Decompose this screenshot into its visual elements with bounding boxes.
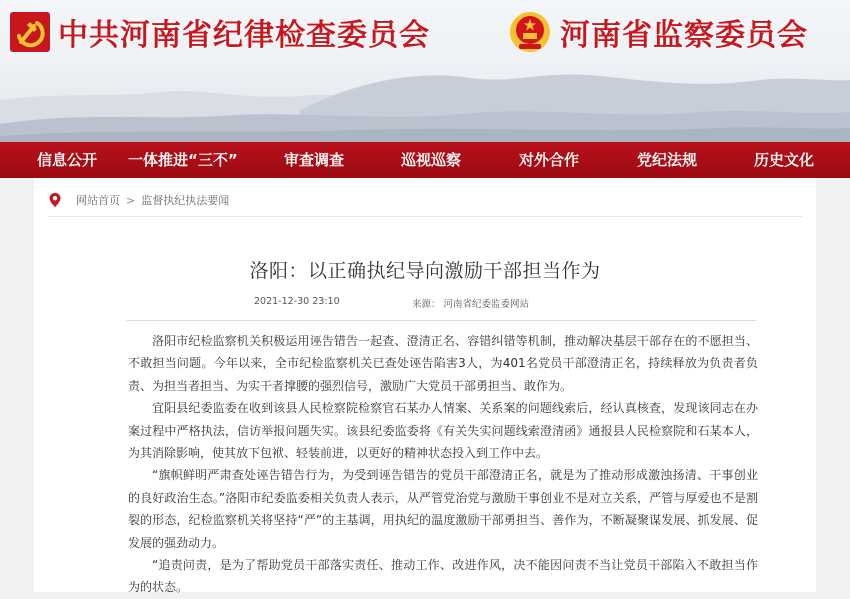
nav-item-history-culture[interactable]: 历史文化 [754,151,815,169]
article-paragraph: 宜阳县纪委监委在收到该县人民检察院检察官石某办人情案、关系案的问题线索后，经认真核查，发现该同志在办案过程中严格执法，信访举报问题失实。该县纪委监委将《有关失实问题线索澄清函》通报县人民检察院和石某本人，为其消除影响，使其放下包袱、轻装前进，以更好的精神状态投入到工作中去。 [128,401,758,461]
nav-item-inspection[interactable]: 巡视巡察 [401,151,462,169]
breadcrumb [48,190,229,210]
article-paragraph: “旗帜鲜明严肃查处诬告错告行为，为受到诬告错告的党员干部澄清正名，就是为了推动形成激浊扬清、干事创业的良好政治生态。”洛阳市纪委监委相关负责人表示，从严管党治党与激励干事创业不是对立关系，严管与厚爱也不是割裂的形态，纪检监察机关将坚持“严”的主基调，用执纪的温度激励干部勇担当、善作为，不断凝聚谋发展、抓发展、促发展的强劲动力。 [128,468,758,550]
breadcrumb-separator: > [126,193,136,207]
breadcrumb-home-link[interactable]: 网站首页 [76,194,120,207]
breadcrumb-section-link[interactable]: 监督执纪执法要闻 [141,194,230,207]
location-pin-icon [48,192,62,208]
breadcrumb-divider [48,216,802,217]
site-header [0,0,850,142]
article-title: 洛阳：以正确执纪导向激励干部担当作为 [249,260,601,282]
supervision-brand[interactable] [508,10,808,54]
article-paragraph: 洛阳市纪检监察机关积极运用诬告错告一起查、澄清正名、容错纠错等机制，推动解决基层干部存在的不愿担当、不敢担当问题。今年以来，全市纪检监察机关已查处诬告陷害3人，为401名党员干部澄清正名，持续释放为负责者负责、为担当者担当、为实干者撑腰的强烈信号，激励广大党员干部勇担当、敢作为。 [128,334,758,393]
main-nav [0,142,850,178]
meta-divider [126,320,756,321]
nav-item-party-regulations[interactable]: 党纪法规 [637,151,698,169]
article-body [128,330,758,599]
article-paragraph: “追责问责，是为了帮助党员干部落实责任、推动工作、改进作风，决不能因问责不当让党员干部陷入不敢担当作为的状态。 [128,558,758,595]
nav-item-three-no[interactable]: 一体推进“三不” [128,151,238,169]
article-card [34,178,816,595]
supervision-commission-title: 河南省监察委员会 [560,18,808,53]
article-date: 2021-12-30 23:10 [254,296,340,307]
national-emblem-icon [508,10,552,54]
nav-item-review-investigation[interactable]: 审查调查 [284,151,345,169]
nav-item-info-disclosure[interactable]: 信息公开 [37,151,98,169]
party-brand[interactable] [10,10,430,54]
article-source: 来源： 河南省纪委监委网站 [412,299,530,310]
party-emblem-icon [10,12,50,52]
mountain-background [0,40,850,142]
party-commission-title: 中共河南省纪律检查委员会 [58,18,430,53]
nav-item-external-cooperation[interactable]: 对外合作 [519,151,580,169]
